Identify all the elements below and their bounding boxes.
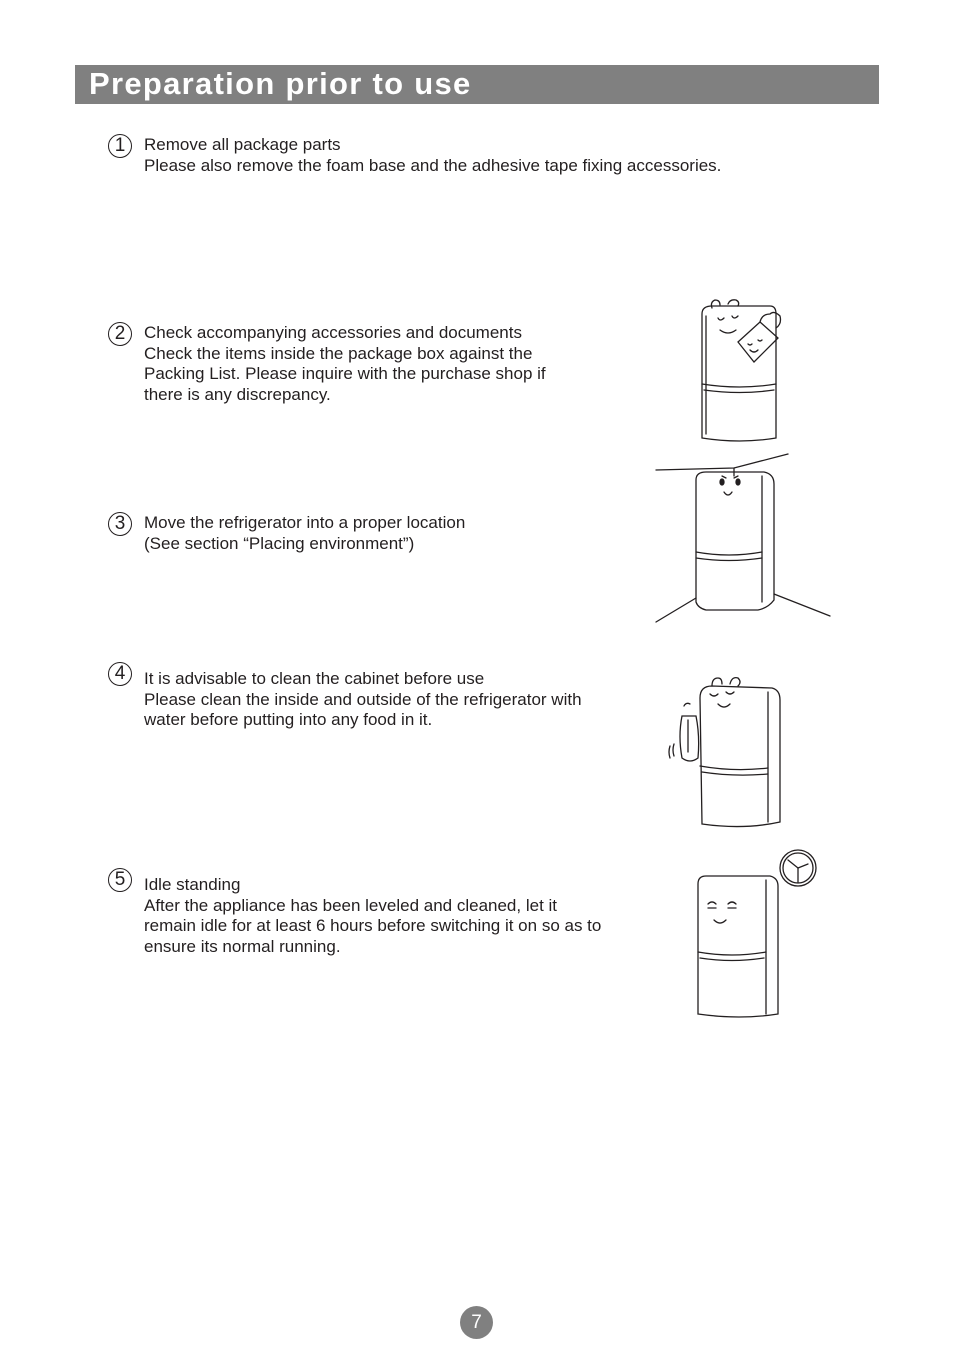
- page-number-badge: 7: [460, 1306, 493, 1339]
- step-5-heading: Idle standing: [144, 875, 241, 894]
- step-3-text: [144, 513, 465, 554]
- step-1-heading: Remove all package parts: [144, 135, 341, 154]
- step-5-text: [144, 875, 601, 958]
- section-title-bar: [75, 65, 879, 104]
- step-4-line-1: Please clean the inside and outside of the refrigerator with: [144, 689, 582, 709]
- page-title: Preparation prior to use: [89, 66, 472, 101]
- step-5-line-2: remain idle for at least 6 hours before switching it on so as to: [144, 916, 602, 936]
- fridge-in-corner-illustration: [654, 452, 832, 624]
- step-3-heading: Move the refrigerator into a proper location: [144, 513, 466, 532]
- step-number-4: 4: [108, 662, 132, 686]
- step-4-line-2: water before putting into any food in it.: [144, 710, 433, 730]
- step-2-text: [144, 323, 546, 406]
- fridge-with-documents-illustration: [690, 298, 800, 448]
- step-5-line-3: ensure its normal running.: [144, 937, 341, 957]
- step-number-5: 5: [108, 868, 132, 892]
- step-2-line-3: there is any discrepancy.: [144, 385, 331, 405]
- step-2-line-2: Packing List. Please inquire with the purchase shop if: [144, 364, 546, 384]
- step-2-heading: Check accompanying accessories and documents: [144, 323, 522, 342]
- step-2-line-1: Check the items inside the package box against the: [144, 343, 533, 363]
- step-3-line-1: (See section “Placing environment”): [144, 533, 415, 553]
- step-1-text: [144, 135, 721, 176]
- step-1-line-1: Please also remove the foam base and the adhesive tape fixing accessories.: [144, 155, 722, 175]
- step-number-2: 2: [108, 322, 132, 346]
- step-5-line-1: After the appliance has been leveled and cleaned, let it: [144, 895, 558, 915]
- idle-fridge-clock-illustration: [690, 846, 822, 1022]
- step-number-3: 3: [108, 512, 132, 536]
- step-4-text: [144, 669, 582, 731]
- step-number-1: 1: [108, 134, 132, 158]
- step-4-heading: It is advisable to clean the cabinet before use: [144, 669, 485, 688]
- cleaning-fridge-illustration: [664, 676, 784, 832]
